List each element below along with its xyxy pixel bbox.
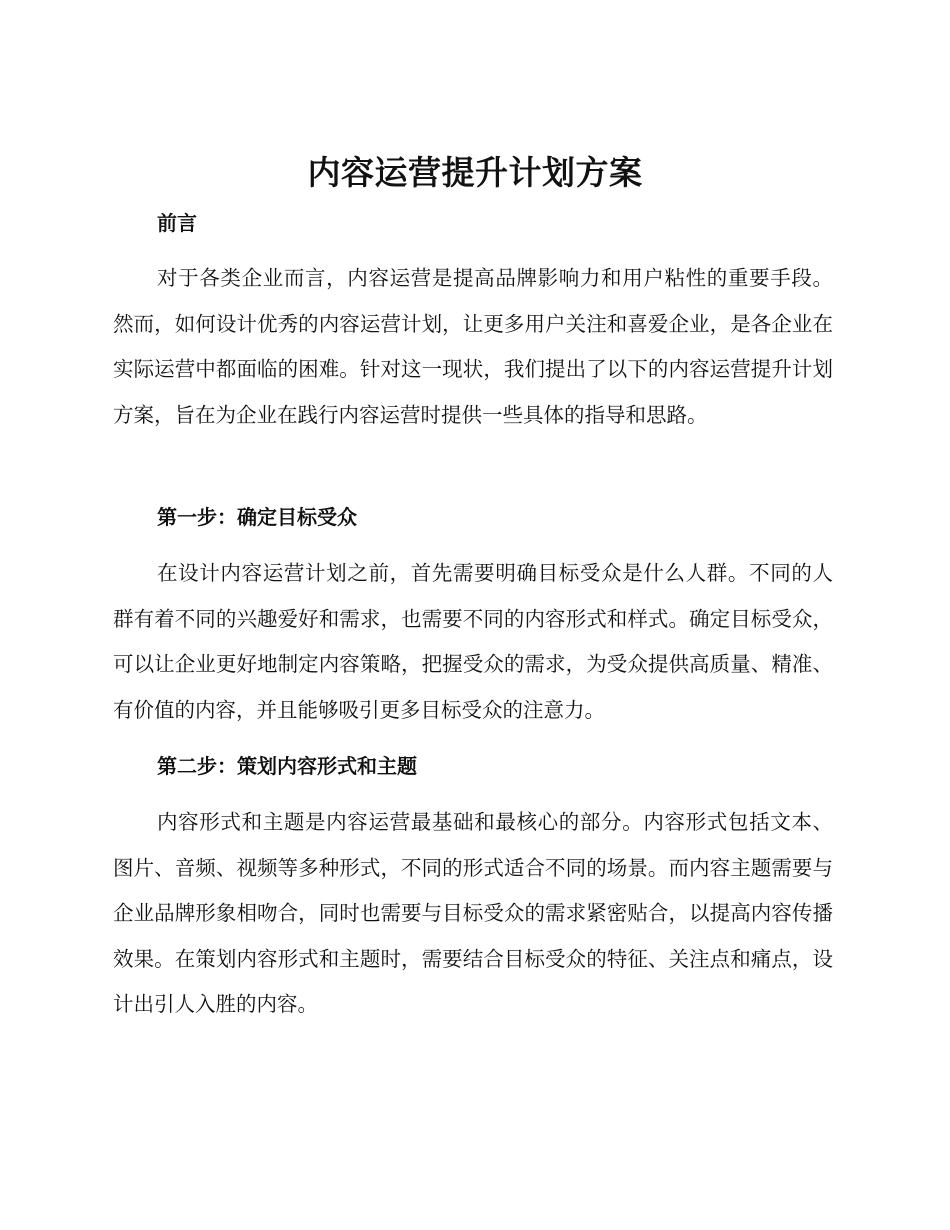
- section-body-preface: 对于各类企业而言，内容运营是提高品牌影响力和用户粘性的重要手段。然而，如何设计优秀的内容运营计划，让更多用户关注和喜爱企业，是各企业在实际运营中都面临的困难。针对这一现状，我们提出了以下的内容运营提升计划方案，旨在为企业在践行内容运营时提供一些具体的指导和思路。: [113, 266, 833, 427]
- section-heading-step-two: 第二步：策划内容形式和主题: [157, 754, 417, 778]
- section-heading-step-one: 第一步：确定目标受众: [157, 505, 357, 529]
- document-title: 内容运营提升计划方案: [307, 153, 643, 192]
- section-body-step-two: 内容形式和主题是内容运营最基础和最核心的部分。内容形式包括文本、图片、音频、视频等多种形式，不同的形式适合不同的场景。而内容主题需要与企业品牌形象相吻合，同时也需要与目标受众的需求紧密贴合，以提高内容传播效果。在策划内容形式和主题时，需要结合目标受众的特征、关注点和痛点，设计出引人入胜的内容。: [113, 810, 833, 1016]
- section-body-step-one: 在设计内容运营计划之前，首先需要明确目标受众是什么人群。不同的人群有着不同的兴趣爱好和需求，也需要不同的内容形式和样式。确定目标受众，可以让企业更好地制定内容策略，把握受众的需求，为受众提供高质量、精准、有价值的内容，并且能够吸引更多目标受众的注意力。: [113, 561, 833, 722]
- section-heading-preface: 前言: [157, 211, 197, 235]
